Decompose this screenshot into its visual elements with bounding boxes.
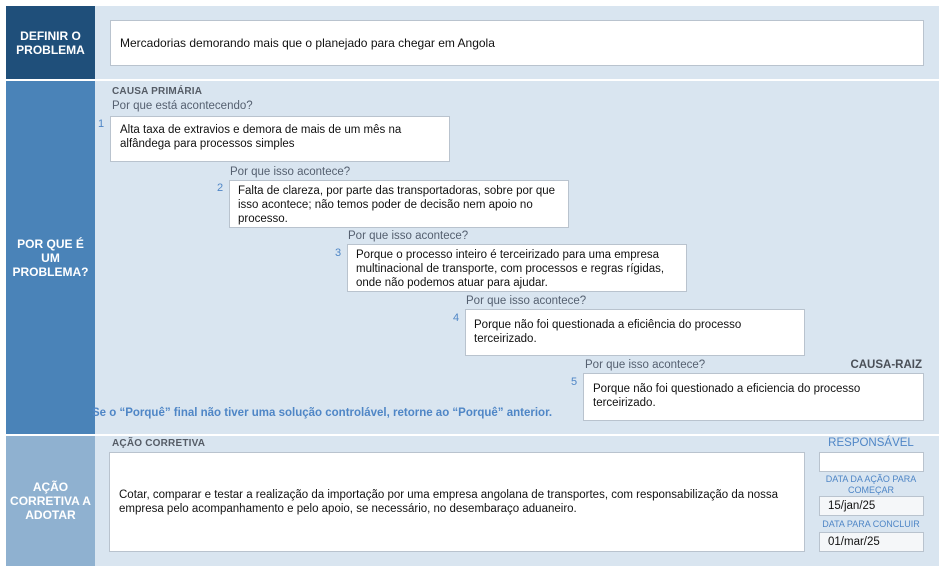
primary-question: Por que está acontecendo? [112, 100, 253, 112]
corrective-action-label: AÇÃO CORRETIVA [112, 438, 206, 449]
problem-statement-text: Mercadorias demorando mais que o planejado para chegar em Angola [120, 36, 495, 50]
problem-statement-box[interactable] [110, 20, 924, 66]
step-4-answer: Porque não foi questionada a eficiência do processo terceirizado. [474, 319, 742, 345]
step-3-answer: Porque o processo inteiro é terceirizado para uma empresa multinacional de transporte, com processos e regras rígidas, onde não podemos atuar para ajudar. [356, 249, 665, 289]
responsible-field[interactable] [819, 452, 924, 472]
why-side-line-3: PROBLEMA? [12, 264, 89, 279]
action-side-line-1: AÇÃO [32, 480, 69, 494]
define-side-line-1: DEFINIR O [20, 28, 81, 43]
end-date-label: DATA PARA CONCLUIR [822, 519, 920, 529]
start-date-label-line-2: COMEÇAR [847, 485, 894, 495]
step-2-answer-box[interactable] [229, 180, 569, 228]
step-3-answer-box[interactable] [347, 244, 687, 292]
why-side-label [6, 81, 95, 434]
step-5-answer-box[interactable] [583, 373, 924, 421]
primary-cause-label: CAUSA PRIMÁRIA [112, 86, 203, 97]
step-3-question: Por que isso acontece? [348, 230, 469, 242]
step-4-question: Por que isso acontece? [466, 295, 587, 307]
define-side-label [6, 6, 95, 79]
responsible-label: RESPONSÁVEL [828, 437, 914, 449]
end-date-value: 01/mar/25 [828, 536, 880, 548]
why-side-line-2: UM [41, 250, 60, 265]
corrective-action-box[interactable] [109, 452, 805, 552]
step-1-number: 1 [98, 118, 105, 130]
action-side-label [6, 436, 95, 566]
step-5-answer: Porque não foi questionado a eficiencia do processo terceirizado. [593, 383, 861, 409]
step-2-answer: Falta de clareza, por parte das transportadoras, sobre por que isso acontece; não temos poder de decisão nem apoio no processo. [238, 185, 556, 225]
define-side-line-2: PROBLEMA [16, 42, 85, 57]
step-4-number: 4 [453, 312, 460, 324]
step-2-question: Por que isso acontece? [230, 166, 351, 178]
corrective-action-text: Cotar, comparar e testar a realização da importação por uma empresa angolana de transportes, com responsabilização da nossa empresa pelo acompanhamento e pelo apoio, se necessário, no desembaraço aduaneiro. [119, 489, 779, 515]
five-whys-footnote: Se o “Porquê” final não tiver uma solução controlável, retorne ao “Porquê” anterior. [92, 407, 553, 419]
start-date-label-line-1: DATA DA AÇÃO PARA [825, 474, 917, 484]
step-3-number: 3 [335, 247, 342, 259]
step-2-number: 2 [217, 182, 224, 194]
root-cause-label: CAUSA-RAIZ [850, 359, 922, 371]
action-side-line-3: ADOTAR [25, 508, 76, 522]
step-4-answer-box[interactable] [465, 309, 805, 356]
step-5-question: Por que isso acontece? [585, 359, 706, 371]
action-side-line-2: CORRETIVA A [10, 494, 91, 508]
step-1-answer-box[interactable] [110, 116, 450, 162]
start-date-field[interactable] [819, 496, 924, 516]
end-date-field[interactable] [819, 532, 924, 552]
why-side-line-1: POR QUE É [17, 236, 84, 251]
step-5-number: 5 [571, 376, 578, 388]
step-1-answer: Alta taxa de extravios e demora de mais de um mês na alfândega para processos simples [120, 124, 402, 150]
start-date-label [818, 474, 924, 496]
start-date-value: 15/jan/25 [828, 500, 876, 512]
